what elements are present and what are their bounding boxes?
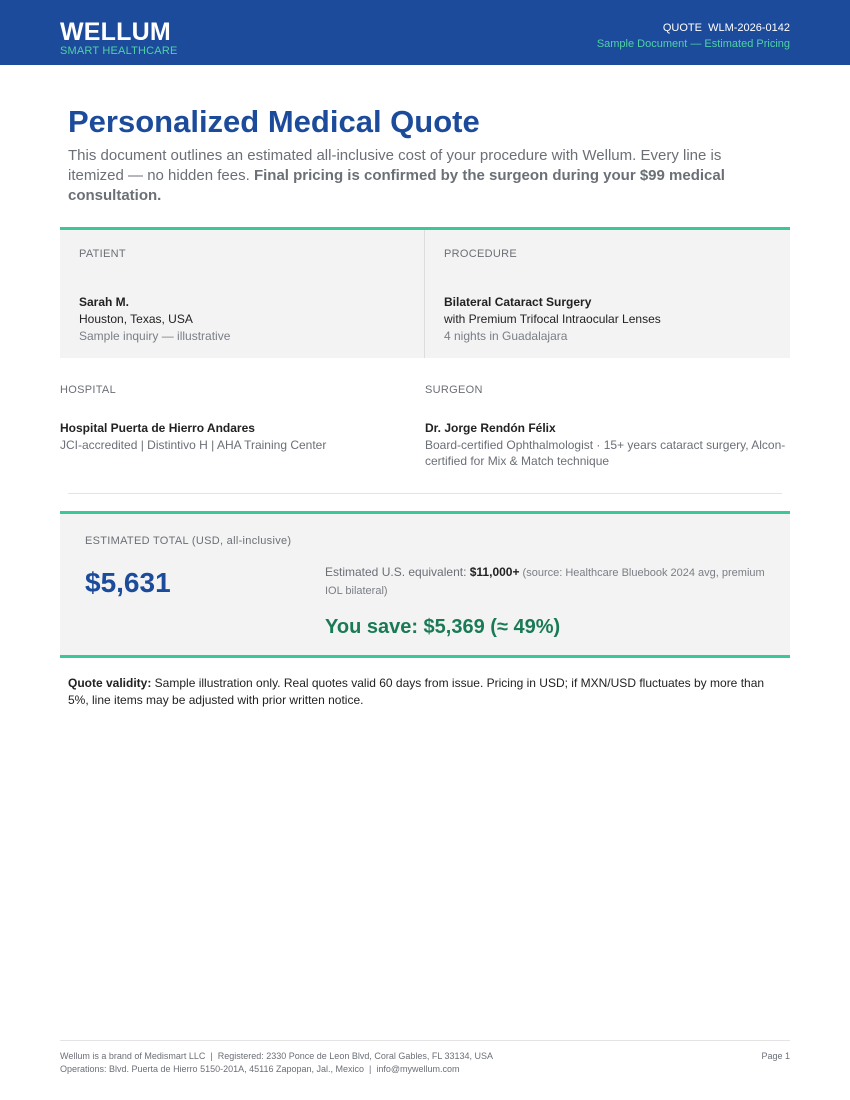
section-divider [68,493,782,494]
hospital-label: HOSPITAL [60,384,116,396]
total-amount: $5,631 [85,567,171,598]
page-header [0,0,850,65]
patient-procedure-panel [60,227,790,358]
procedure-detail: with Premium Trifocal Intraocular Lenses [444,312,661,326]
us-equiv-prefix: Estimated U.S. equivalent: [325,565,470,579]
page-number: Page 1 [761,1051,790,1061]
footer-line-2: Operations: Blvd. Puerta de Hierro 5150-201A, 45116 Zapopan, Jal., Mexico | info@mywellum.com [60,1064,460,1074]
total-label: ESTIMATED TOTAL (USD, all-inclusive) [85,535,292,547]
us-equivalent [325,564,765,600]
validity-text: Sample illustration only. Real quotes valid 60 days from issue. Pricing in USD; if MXN/USD fluctuates by more than 5%, line items may be adjusted with prior written notice. [68,676,765,707]
us-equiv-amount: $11,000+ [469,565,520,579]
quote-subtitle: Sample Document — Estimated Pricing [596,38,790,50]
brand-logo [60,19,178,57]
intro-text: This document outlines an estimated all-inclusive cost of your procedure with Wellum. Every line is itemized — no hidden fees. [68,147,722,184]
brand-name: WELLUM [60,18,171,46]
quote-validity [68,675,782,709]
surgeon-credentials: Board-certified Ophthalmologist · 15+ years cataract surgery, Alcon-certified for Mix & Match technique [425,438,786,468]
footer-line-1: Wellum is a brand of Medismart LLC | Registered: 2330 Ponce de Leon Blvd, Coral Gables, FL 33134, USA [60,1051,494,1061]
surgeon-name: Dr. Jorge Rendón Félix [425,421,556,435]
savings-amount: You save: $5,369 (≈ 49%) [325,616,561,638]
quote-id: QUOTE WLM-2026-0142 [662,22,790,34]
validity-label: Quote validity: [68,676,152,690]
procedure-section [425,230,790,358]
patient-note: Sample inquiry — illustrative [79,329,231,343]
intro-bold-text: Final pricing is confirmed by the surgeon during your $99 medical consultation. [68,167,725,204]
page-title: Personalized Medical Quote [68,104,480,139]
estimated-total-panel [60,511,790,658]
procedure-name: Bilateral Cataract Surgery [444,295,592,309]
procedure-stay: 4 nights in Guadalajara [444,329,568,343]
procedure-label: PROCEDURE [444,248,517,260]
patient-name: Sarah M. [79,295,130,309]
footer-legal [60,1050,493,1076]
footer-divider [60,1040,790,1041]
patient-label: PATIENT [79,248,126,260]
intro-paragraph [68,146,768,206]
hospital-credentials: JCI-accredited | Distintivo H | AHA Training Center [60,438,327,452]
patient-location: Houston, Texas, USA [79,312,193,326]
patient-section [60,230,425,358]
us-equiv-source: (source: Healthcare Bluebook 2024 avg, premium IOL bilateral) [325,567,765,597]
hospital-name: Hospital Puerta de Hierro Andares [60,421,255,435]
surgeon-label: SURGEON [425,384,483,396]
quote-meta [597,22,790,51]
brand-tagline: SMART HEALTHCARE [60,45,178,57]
